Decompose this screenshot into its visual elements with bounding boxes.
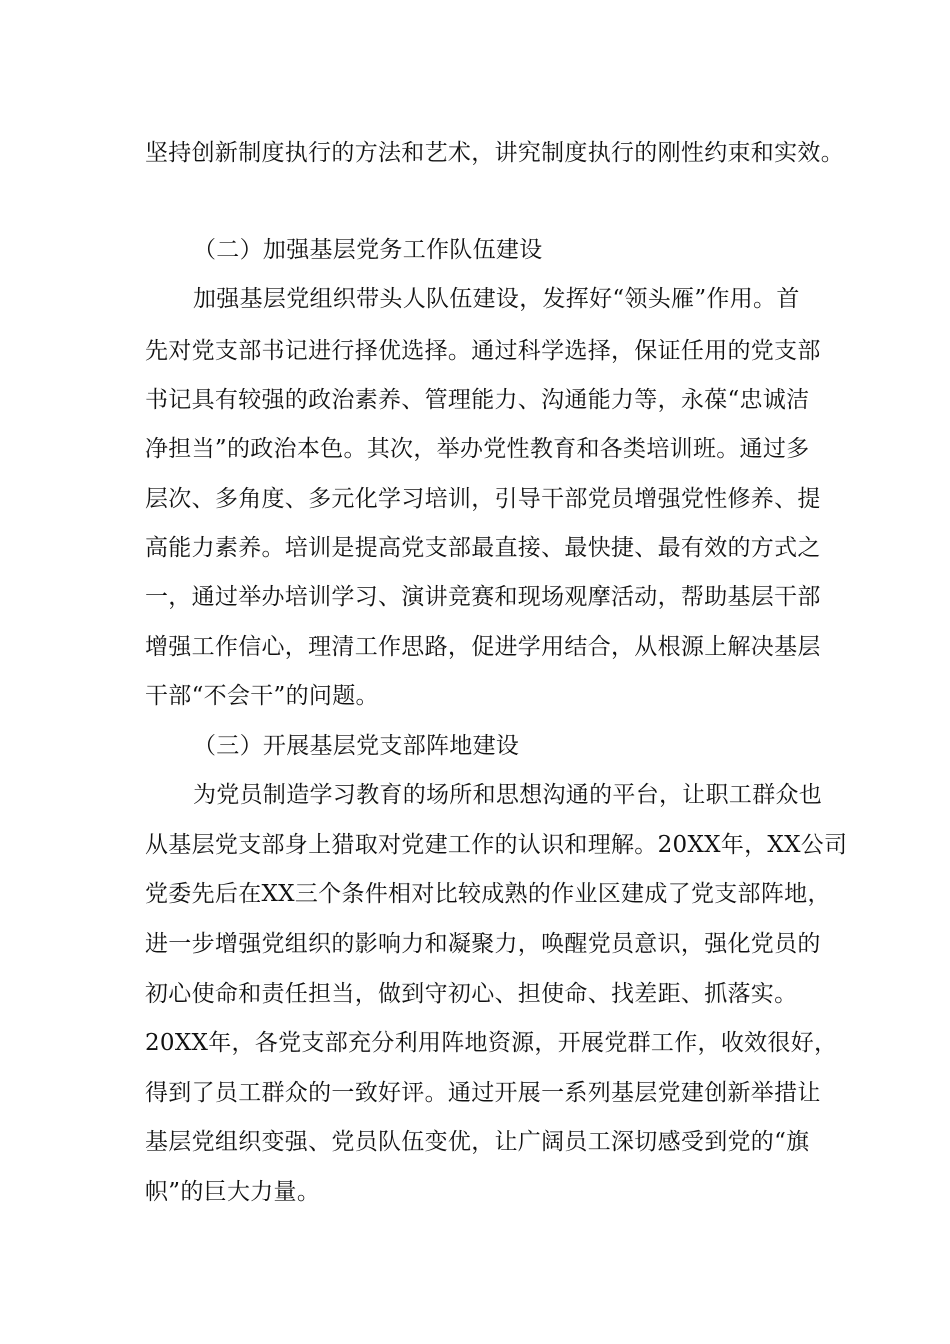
- paragraph-line: 增强工作信心，理清工作思路，促进学用结合，从根源上解决基层: [145, 634, 821, 660]
- paragraph-line: 进一步增强党组织的影响力和凝聚力，唤醒党员意识，强化党员的: [145, 931, 821, 957]
- paragraph-line: 为党员制造学习教育的场所和思想沟通的平台，让职工群众也: [193, 782, 823, 808]
- paragraph-line: 从基层党支部身上猎取对党建工作的认识和理解。20XX年，XX公司: [145, 832, 848, 858]
- paragraph-line: 先对党支部书记进行择优选择。通过科学选择，保证任用的党支部: [145, 338, 821, 364]
- paragraph-line: 坚持创新制度执行的方法和艺术，讲究制度执行的刚性约束和实效。: [145, 140, 844, 166]
- paragraph-line: 高能力素养。培训是提高党支部最直接、最快捷、最有效的方式之: [145, 535, 821, 561]
- section-heading: （二）加强基层党务工作队伍建设: [193, 237, 543, 263]
- paragraph-line: 帜”的巨大力量。: [145, 1179, 321, 1205]
- paragraph-line: 基层党组织变强、党员队伍变优，让广阔员工深切感受到党的“旗: [145, 1129, 810, 1155]
- paragraph-line: 20XX年，各党支部充分利用阵地资源，开展党群工作，收效很好，: [145, 1030, 838, 1056]
- paragraph-line: 得到了员工群众的一致好评。通过开展一系列基层党建创新举措让: [145, 1080, 821, 1106]
- paragraph-line: 一，通过举办培训学习、演讲竞赛和现场观摩活动，帮助基层干部: [145, 584, 821, 610]
- section-heading: （三）开展基层党支部阵地建设: [193, 733, 520, 759]
- paragraph-line: 净担当”的政治本色。其次，举办党性教育和各类培训班。通过多: [145, 436, 810, 462]
- paragraph-line: 加强基层党组织带头人队伍建设，发挥好“领头雁”作用。首: [193, 286, 800, 312]
- paragraph-line: 层次、多角度、多元化学习培训，引导干部党员增强党性修养、提: [145, 486, 821, 512]
- paragraph-line: 干部“不会干”的问题。: [145, 683, 379, 709]
- paragraph-line: 书记具有较强的政治素养、管理能力、沟通能力等，永葆“忠诚洁: [145, 387, 810, 413]
- paragraph-line: 党委先后在XX三个条件相对比较成熟的作业区建成了党支部阵地，: [145, 881, 831, 907]
- paragraph-line: 初心使命和责任担当，做到守初心、担使命、找差距、抓落实。: [145, 981, 798, 1007]
